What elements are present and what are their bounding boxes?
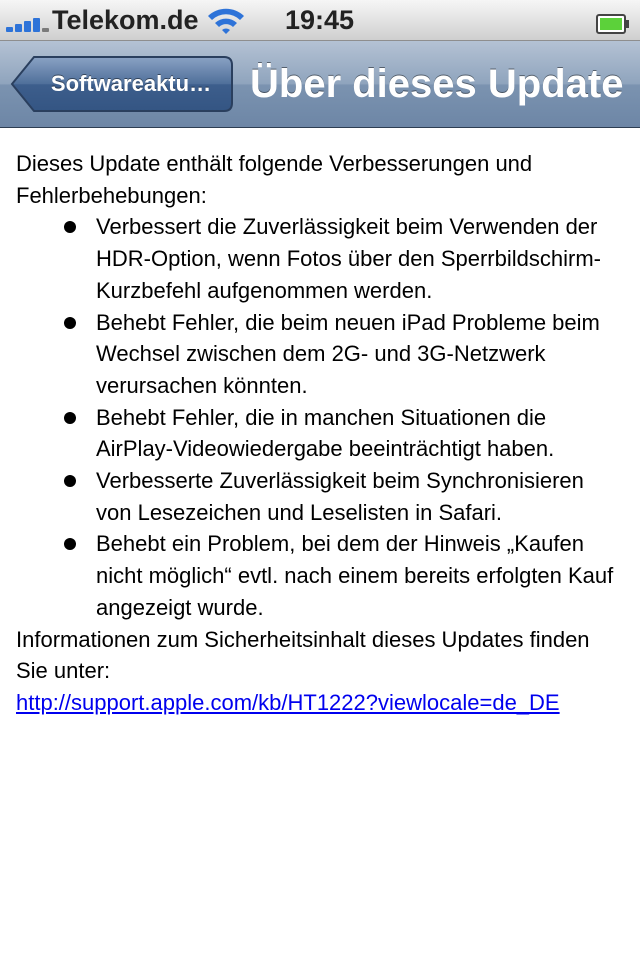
bullet-icon: [64, 412, 76, 424]
list-item-text: Behebt Fehler, die in manchen Situationen die AirPlay-Videowiedergabe beeinträchtigt haben.: [96, 404, 555, 462]
page-title: Über dieses Update: [250, 62, 624, 106]
bullet-icon: [64, 538, 76, 550]
back-button[interactable]: [10, 55, 234, 113]
navigation-bar: [0, 41, 640, 128]
list-item-text: Verbessert die Zuverlässigkeit beim Verwenden der HDR-Option, wenn Fotos über den Sperrbildschirm-Kurzbefehl aufgenommen werden.: [96, 214, 601, 303]
back-button-label: Softwareaktu…: [50, 71, 212, 96]
security-info-text: Informationen zum Sicherheitsinhalt dieses Updates finden Sie unter:: [16, 626, 590, 684]
list-item-text: Behebt Fehler, die beim neuen iPad Probleme beim Wechsel zwischen dem 2G- und 3G-Netzwerk verursachen könnten.: [96, 309, 600, 398]
list-item: [16, 307, 624, 402]
improvement-list: [16, 211, 624, 623]
intro-text: Dieses Update enthält folgende Verbesserungen und Fehlerbehebungen:: [16, 151, 533, 208]
list-item: [16, 402, 624, 465]
update-notes: [0, 128, 640, 719]
status-bar: [0, 0, 640, 41]
bullet-icon: [64, 475, 76, 487]
wifi-icon: [206, 6, 246, 34]
clock: 19:45: [285, 5, 355, 35]
signal-icon: [6, 12, 52, 32]
security-info-link[interactable]: http://support.apple.com/kb/HT1222?viewlocale=de_DE: [16, 689, 560, 715]
list-item: [16, 465, 624, 528]
list-item-text: Behebt ein Problem, bei dem der Hinweis „Kaufen nicht möglich“ evtl. nach einem bereits erfolgten Kauf angezeigt wurde.: [96, 531, 614, 620]
bullet-icon: [64, 317, 76, 329]
bullet-icon: [64, 221, 76, 233]
list-item: [16, 211, 624, 306]
list-item: [16, 528, 624, 623]
carrier-name: Telekom.de: [52, 5, 199, 35]
list-item-text: Verbesserte Zuverlässigkeit beim Synchronisieren von Lesezeichen und Leselisten in Safari.: [96, 468, 584, 525]
battery-icon: [596, 10, 630, 30]
